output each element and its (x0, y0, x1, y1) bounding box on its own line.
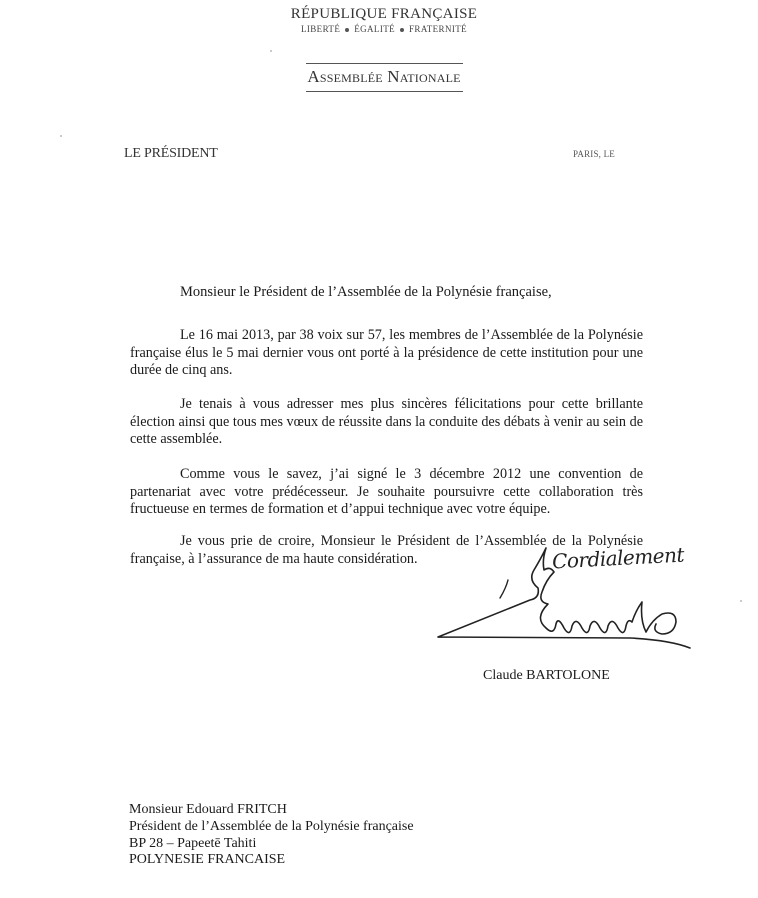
recipient-address (129, 802, 414, 869)
place-date: PARIS, LE (573, 149, 615, 159)
scan-speck (270, 50, 272, 52)
handwritten-note: Cordialement (551, 542, 685, 574)
letterhead-institution: Assemblée Nationale (307, 67, 461, 86)
signature-icon (430, 540, 730, 660)
recipient-title: Président de l’Assemblée de la Polynésie française (129, 818, 414, 834)
recipient-po-box: BP 28 – Papeetē Tahiti (129, 835, 257, 851)
recipient-country: POLYNESIE FRANCAISE (129, 852, 286, 868)
signer-name: Claude BARTOLONE (483, 668, 610, 683)
recipient-name: Monsieur Edouard FRITCH (129, 802, 287, 817)
scan-speck (60, 135, 62, 137)
motto-fraternite: FRATERNITÉ (409, 24, 468, 34)
scan-speck (740, 600, 742, 602)
letterhead-republic: RÉPUBLIQUE FRANÇAISE (290, 6, 478, 22)
letterhead-rule-top (306, 63, 463, 64)
letterhead-rule-bottom (306, 91, 463, 92)
bullet-icon (345, 28, 349, 32)
letterhead-motto (0, 24, 758, 34)
paragraph-3: Comme vous le savez, j’ai signé le 3 décembre 2012 une convention de partenariat avec votre prédécesseur. Je souhaite poursuivre cette collaboration très fructueuse en termes de formation et d’appui technique avec votre équipe. (130, 466, 643, 517)
sender-title: LE PRÉSIDENT (124, 146, 218, 161)
salutation: Monsieur le Président de l’Assemblée de la Polynésie française, (180, 284, 552, 300)
bullet-icon (400, 28, 404, 32)
motto-egalite: ÉGALITÉ (354, 24, 396, 34)
motto-liberte: LIBERTÉ (300, 24, 341, 34)
paragraph-2: Je tenais à vous adresser mes plus sincères félicitations pour cette brillante élection ainsi que tous mes vœux de réussite dans la conduite des débats à venir au sein de cette assemblée. (130, 396, 643, 447)
paragraph-1: Le 16 mai 2013, par 38 voix sur 57, les membres de l’Assemblée de la Polynésie française élus le 5 mai dernier vous ont porté à la présidence de cette institution pour une durée de cinq ans. (130, 327, 643, 378)
paragraph-4-closing: Je vous prie de croire, Monsieur le Président de l’Assemblée de la Polynésie française, à l’assurance de ma haute considération. (130, 533, 643, 567)
